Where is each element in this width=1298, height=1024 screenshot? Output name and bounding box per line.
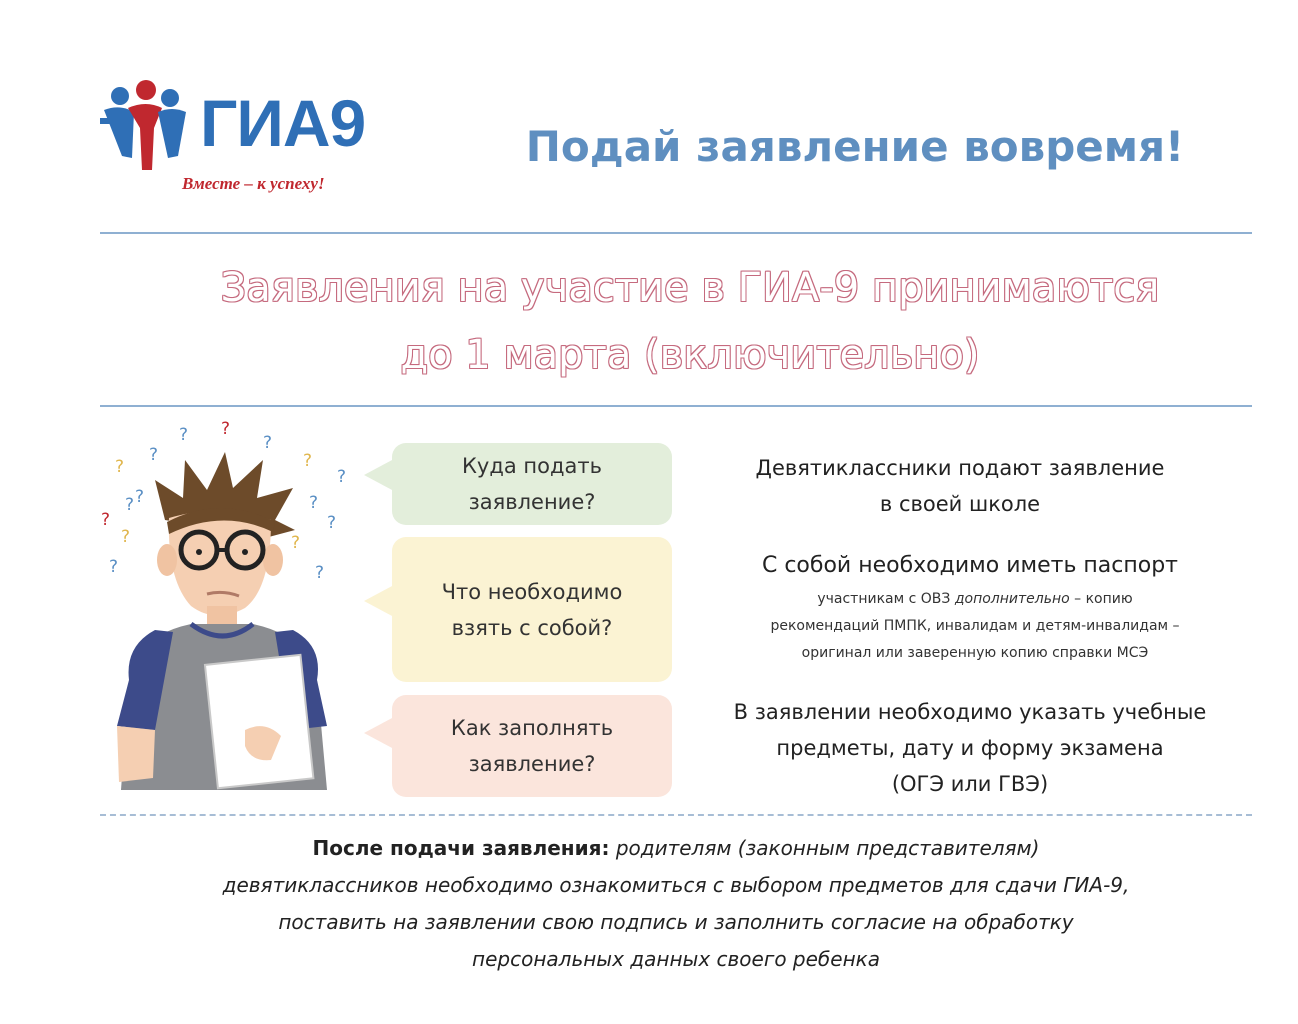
- question-text: заявление?: [468, 752, 596, 776]
- detail-italic: дополнительно: [954, 591, 1070, 607]
- detail-text: рекомендаций ПМПК, инвалидам и детям-инвалидам –: [770, 618, 1180, 634]
- answer-what-to-bring-details: [680, 586, 1270, 667]
- svg-text:?: ?: [221, 419, 231, 439]
- answer-text: В заявлении необходимо указать учебные: [733, 700, 1207, 724]
- detail-text: участникам с ОВЗ: [817, 591, 955, 607]
- divider: [100, 405, 1252, 407]
- svg-text:?: ?: [263, 433, 273, 453]
- svg-text:?: ?: [337, 467, 347, 487]
- question-text: Что необходимо: [441, 579, 623, 604]
- svg-text:?: ?: [135, 487, 145, 507]
- question-text: Куда подать: [462, 454, 602, 478]
- divider: [100, 232, 1252, 234]
- logo-slogan: Вместе – к успеху!: [182, 174, 325, 193]
- question-bubble-what-to-bring: [392, 537, 672, 682]
- svg-text:?: ?: [115, 457, 125, 477]
- svg-text:?: ?: [327, 513, 337, 533]
- page-headline: Подай заявление вовремя!: [525, 122, 1185, 171]
- answer-text: Девятиклассники подают заявление: [755, 456, 1165, 480]
- svg-text:?: ?: [309, 493, 319, 513]
- answer-what-to-bring: С собой необходимо иметь паспорт: [761, 553, 1178, 578]
- note-label: После подачи заявления:: [312, 836, 610, 860]
- svg-text:?: ?: [109, 557, 119, 577]
- svg-text:?: ?: [179, 425, 189, 445]
- svg-text:?: ?: [101, 510, 111, 530]
- detail-text: оригинал или заверенную копию справки МСЭ: [801, 645, 1149, 661]
- question-text: заявление?: [468, 490, 596, 514]
- after-submission-note: [100, 830, 1252, 978]
- answer-how-to-fill: [680, 694, 1260, 802]
- confused-student-illustration: [95, 410, 365, 790]
- note-text: родителям (законным представителям): [609, 836, 1040, 860]
- note-text: девятиклассников необходимо ознакомиться с выбором предметов для сдачи ГИА-9,: [222, 873, 1130, 897]
- svg-text:?: ?: [121, 527, 131, 547]
- question-bubble-how-to-fill: [392, 695, 672, 797]
- answer-text: (ОГЭ или ГВЭ): [891, 772, 1049, 796]
- detail-text: – копию: [1069, 591, 1133, 607]
- question-bubble-where: [392, 443, 672, 525]
- svg-text:?: ?: [291, 533, 301, 553]
- svg-text:?: ?: [315, 563, 325, 583]
- question-text: взять с собой?: [451, 615, 613, 640]
- svg-text:?: ?: [149, 445, 159, 465]
- gia9-logo: [98, 78, 418, 208]
- dashed-divider: [100, 814, 1252, 816]
- answer-where: [690, 450, 1230, 522]
- deadline-line-1: Заявления на участие в ГИА-9 принимаются: [220, 265, 1160, 311]
- logo-text: ГИА9: [200, 86, 366, 160]
- answer-text: предметы, дату и форму экзамена: [776, 736, 1164, 760]
- note-text: поставить на заявлении свою подпись и заполнить согласие на обработку: [278, 910, 1074, 934]
- note-text: персональных данных своего ребенка: [472, 947, 880, 971]
- deadline-line-2: до 1 марта (включительно): [400, 332, 980, 378]
- people-logo-icon: [98, 78, 198, 178]
- answer-text: в своей школе: [879, 492, 1041, 516]
- svg-text:?: ?: [125, 495, 135, 515]
- question-text: Как заполнять: [450, 716, 614, 740]
- svg-text:?: ?: [303, 451, 313, 471]
